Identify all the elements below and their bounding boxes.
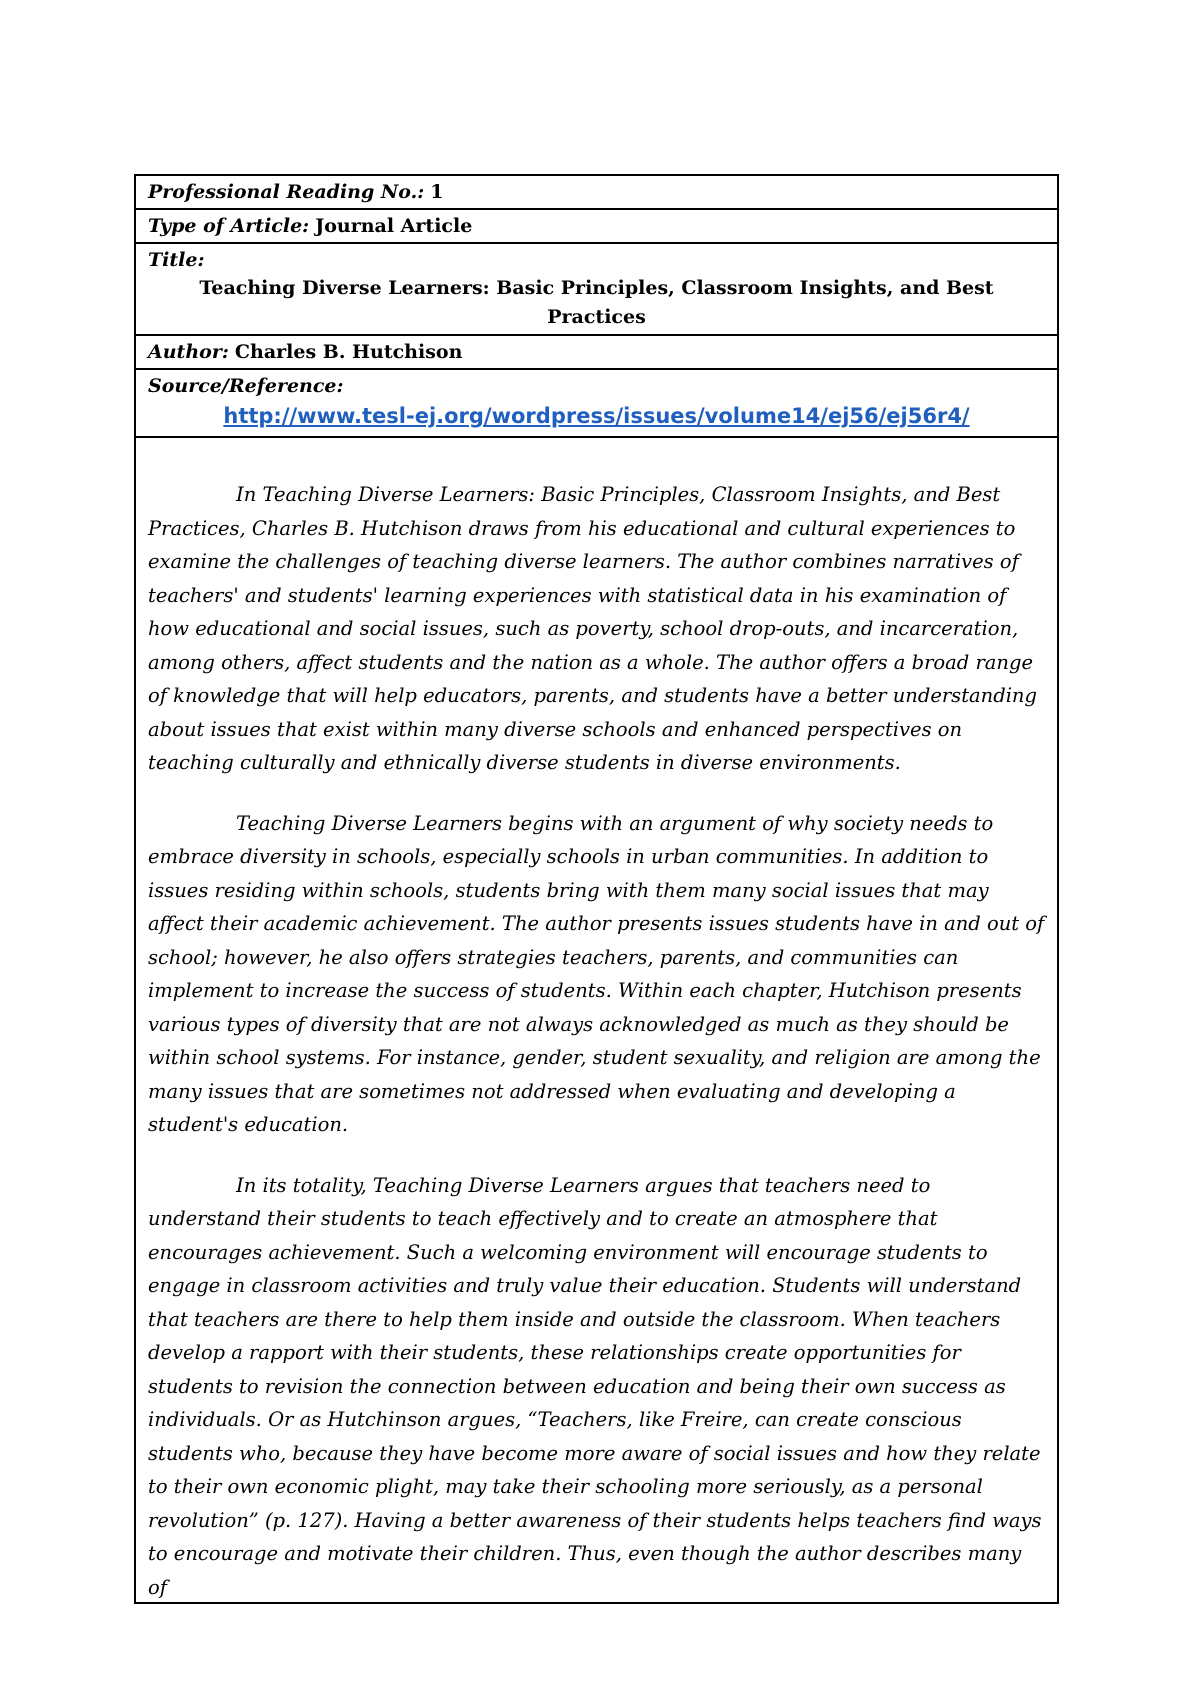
source-link[interactable]: http://www.tesl-ej.org/wordpress/issues/volume14/ej56/ej56r4/ (223, 404, 970, 428)
title-row (136, 244, 1057, 336)
author-label: Author: (148, 341, 229, 363)
reading-form-table (134, 174, 1059, 1604)
article-type-label: Type of Article: (148, 215, 310, 237)
source-label: Source/Reference: (148, 375, 344, 397)
article-title: Teaching Diverse Learners: Basic Principles, Classroom Insights, and Best Practices (199, 277, 994, 328)
article-type-row (136, 210, 1057, 244)
author-value: Charles B. Hutchison (234, 341, 463, 363)
reading-number-row (136, 176, 1057, 210)
title-label: Title: (148, 249, 205, 271)
source-row (136, 370, 1057, 438)
summary-paragraph: In Teaching Diverse Learners: Basic Principles, Classroom Insights, and Best Practices, Charles B. Hutchison draws from his educational and cultural experiences to examine the challenges of teaching diverse learners. The author combines narratives of teachers' and students' learning experiences with statistical data in his examination of how educational and social issues, such as poverty, school drop-outs, and incarceration, among others, affect students and the nation as a whole. The author offers a broad range of knowledge that will help educators, parents, and students have a better understanding about issues that exist within many diverse schools and enhanced perspectives on teaching culturally and ethnically diverse students in diverse environments. (148, 483, 1037, 774)
reading-number-value: 1 (430, 181, 444, 203)
summary-body (136, 438, 1057, 1602)
reading-number-label: Professional Reading No.: (148, 181, 425, 203)
article-type-value: Journal Article (315, 215, 473, 237)
summary-paragraph: In its totality, Teaching Diverse Learners argues that teachers need to understand their students to teach effectively and to create an atmosphere that encourages achievement. Such a welcoming environment will encourage students to engage in classroom activities and truly value their education. Students will understand that teachers are there to help them inside and outside the classroom. When teachers develop a rapport with their students, these relationships create opportunities for students to revision the connection between education and being their own success as individuals. Or as Hutchinson argues, “Teachers, like Freire, can create conscious students who, because they have become more aware of social issues and how they relate to their own economic plight, may take their schooling more seriously, as a personal revolution” (p. 127). Having a better awareness of their students helps teachers find ways to encourage and motivate their children. Thus, even though the author describes many of (148, 1173, 1042, 1599)
summary-paragraph: Teaching Diverse Learners begins with an argument of why society needs to embrace diversity in schools, especially schools in urban communities. In addition to issues residing within schools, students bring with them many social issues that may affect their academic achievement. The author presents issues students have in and out of school; however, he also offers strategies teachers, parents, and communities can implement to increase the success of students. Within each chapter, Hutchison presents various types of diversity that are not always acknowledged as much as they should be within school systems. For instance, gender, student sexuality, and religion are among the many issues that are sometimes not addressed when evaluating and developing a student's education. (148, 811, 1045, 1136)
author-row (136, 336, 1057, 370)
